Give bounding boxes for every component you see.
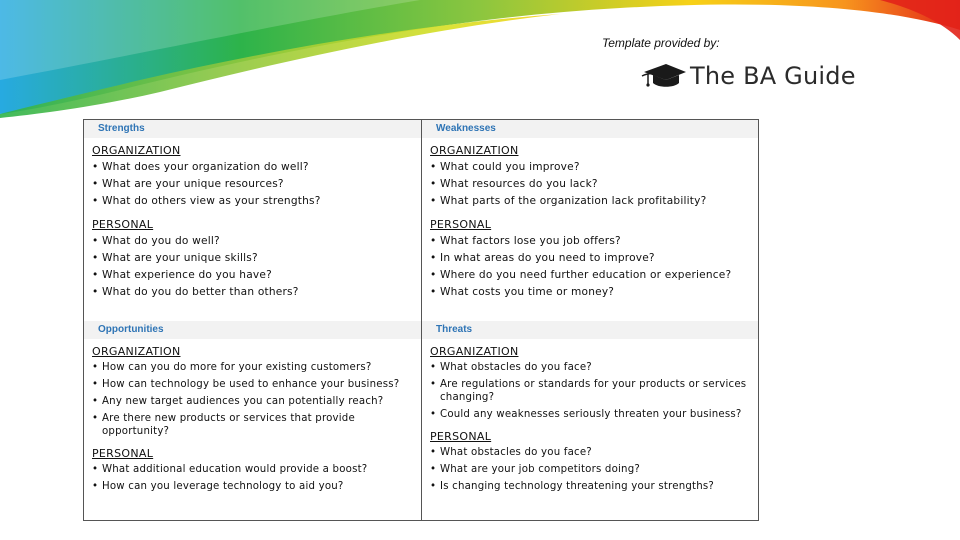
list-item: • Any new target audiences you can potentially reach? [92, 395, 421, 408]
weaknesses-org-list [430, 159, 758, 209]
threats-personal-title: PERSONAL [430, 430, 492, 443]
list-item: • In what areas do you need to improve? [430, 250, 758, 267]
ba-guide-logo [640, 58, 856, 94]
list-item: • What do you do well? [92, 233, 421, 250]
template-credit: Template provided by: [602, 36, 720, 50]
list-item: • What do others view as your strengths? [92, 193, 421, 210]
list-item: • Could any weaknesses seriously threaten your business? [430, 408, 758, 421]
list-item: • What could you improve? [430, 159, 758, 176]
list-item: • How can you leverage technology to aid you? [92, 480, 421, 493]
strengths-org-title: ORGANIZATION [92, 144, 181, 157]
list-item: • What are your unique resources? [92, 176, 421, 193]
list-item: • How can technology be used to enhance your business? [92, 378, 421, 391]
graduation-cap-icon [640, 58, 688, 94]
list-item: • How can you do more for your existing customers? [92, 361, 421, 374]
strengths-personal-list [92, 233, 421, 300]
strengths-personal-title: PERSONAL [92, 218, 154, 232]
list-item: • What experience do you have? [92, 267, 421, 284]
strengths-header: Strengths [84, 120, 421, 138]
opportunities-header: Opportunities [84, 321, 421, 339]
opportunities-personal-list [92, 463, 421, 493]
strengths-quadrant [84, 120, 422, 321]
list-item: • What obstacles do you face? [430, 361, 758, 374]
list-item: • Are there new products or services that provide opportunity? [92, 412, 421, 438]
weaknesses-personal-title: PERSONAL [430, 218, 492, 232]
list-item: • What are your unique skills? [92, 250, 421, 267]
list-item: • What obstacles do you face? [430, 446, 758, 459]
threats-org-title: ORGANIZATION [430, 345, 519, 358]
list-item: • What parts of the organization lack profitability? [430, 193, 758, 210]
weaknesses-header: Weaknesses [422, 120, 758, 138]
opportunities-org-title: ORGANIZATION [92, 345, 181, 358]
list-item: • What factors lose you job offers? [430, 233, 758, 250]
list-item: • Is changing technology threatening your strengths? [430, 480, 758, 493]
weaknesses-quadrant [422, 120, 758, 321]
list-item: • What additional education would provide a boost? [92, 463, 421, 476]
threats-personal-list [430, 446, 758, 493]
weaknesses-personal-list [430, 233, 758, 300]
list-item: • Where do you need further education or experience? [430, 267, 758, 284]
opportunities-quadrant [84, 321, 422, 520]
list-item: • What are your job competitors doing? [430, 463, 758, 476]
list-item: • What costs you time or money? [430, 284, 758, 301]
threats-org-list [430, 361, 758, 421]
list-item: • What does your organization do well? [92, 159, 421, 176]
strengths-org-list [92, 159, 421, 209]
weaknesses-org-title: ORGANIZATION [430, 144, 519, 157]
opportunities-personal-title: PERSONAL [92, 447, 154, 460]
swot-grid [83, 119, 759, 521]
threats-quadrant [422, 321, 758, 520]
list-item: • What do you do better than others? [92, 284, 421, 301]
threats-header: Threats [422, 321, 758, 339]
list-item: • Are regulations or standards for your products or services changing? [430, 378, 758, 404]
list-item: • What resources do you lack? [430, 176, 758, 193]
logo-text: The BA Guide [690, 62, 856, 90]
opportunities-org-list [92, 361, 421, 438]
